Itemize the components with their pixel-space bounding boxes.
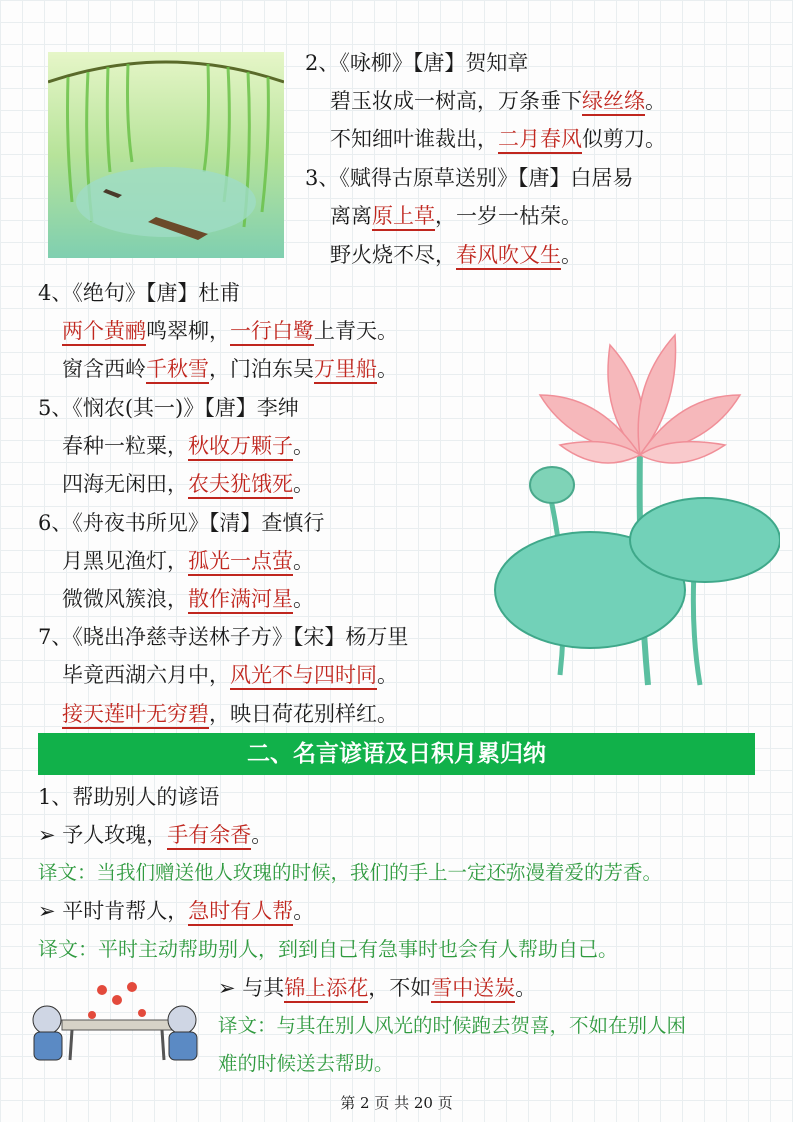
text: 鸣翠柳， [146,319,230,343]
answer: 秋收万颗子 [188,434,293,461]
text: 微微风簇浪， [62,587,188,611]
poem-7-title: 7、《晓出净慈寺送林子方》【宋】杨万里 [38,625,409,649]
translation-b: 译文：平时主动帮助别人，到到自己有急事时也会有人帮助自己。 [38,937,618,961]
answer: 农夫犹饿死 [188,472,293,499]
poem-6-title: 6、《舟夜书所见》【清】查慎行 [38,511,325,535]
answer: 一行白鹭 [230,319,314,346]
text: 野火烧不尽， [330,243,456,267]
text: 。 [293,434,314,458]
text: ，一岁一枯荣。 [435,204,582,228]
text: 。 [251,823,273,847]
text: ，门泊东吴 [209,357,314,381]
answer: 二月春风 [498,127,582,154]
answer: 孤光一点萤 [188,549,293,576]
text: 平时肯帮人， [62,899,189,923]
text: 。 [293,472,314,496]
text: ，不如 [368,976,432,1000]
subsection-title: 1、帮助别人的谚语 [38,785,220,809]
text: 。 [645,89,666,113]
answer: 风光不与四时同 [230,663,377,690]
text: 。 [377,663,398,687]
page-number: 第 2 页 共 20 页 [340,1094,453,1112]
text: 。 [293,549,314,573]
poem-2-line-2 [330,124,666,154]
text: 春种一粒粟， [62,434,188,458]
poem-5-title: 5、《悯农(其一)》【唐】李绅 [38,396,299,420]
text: 。 [515,976,537,1000]
text: 离离 [330,204,372,228]
text: 似剪刀。 [582,127,666,151]
text: 。 [561,243,582,267]
text: 窗含西岭 [62,357,146,381]
bullet-icon: ➢ [218,976,236,1000]
poem-6-line-2 [62,584,314,614]
translation-c-line-2: 难的时候送去帮助。 [218,1052,394,1075]
proverb-a [38,820,272,850]
text: 不知细叶谁裁出， [330,127,498,151]
willow-lake-illustration [48,52,284,258]
text: 予人玫瑰， [62,823,168,847]
text: 四海无闲田， [62,472,188,496]
poem-3-line-1 [330,201,582,231]
text: ，映日荷花别样红。 [209,702,398,726]
lotus-illustration [490,325,780,690]
translation-a: 译文：当我们赠送他人玫瑰的时候，我们的手上一定还弥漫着爱的芳香。 [38,861,663,884]
answer: 万里船 [314,357,377,384]
poem-5-line-2 [62,469,314,499]
poem-5-line-1 [62,431,314,461]
text: 月黑见渔灯， [62,549,188,573]
poem-7-line-1 [62,660,398,690]
answer: 绿丝绦 [582,89,645,116]
text: 与其 [242,976,285,1000]
text: 碧玉妆成一树高，万条垂下 [330,89,582,113]
answer: 原上草 [372,204,435,231]
answer: 千秋雪 [146,357,209,384]
poem-3-title: 3、《赋得古原草送别》【唐】白居易 [305,166,634,190]
bullet-icon: ➢ [38,823,56,847]
answer: 散作满河星 [188,587,293,614]
proverb-c [218,973,536,1003]
poem-4-line-2 [62,354,398,384]
text: 。 [293,899,315,923]
answer: 两个黄鹂 [62,319,146,346]
poem-2-line-1 [330,86,666,116]
poem-4-title: 4、《绝句》【唐】杜甫 [38,281,241,305]
answer: 锦上添花 [284,976,368,1003]
answer: 手有余香 [167,823,251,850]
poem-4-line-1 [62,316,398,346]
poem-2-title: 2、《咏柳》【唐】贺知章 [305,51,529,75]
text: 。 [377,357,398,381]
answer: 接天莲叶无穷碧 [62,702,209,729]
answer: 雪中送炭 [431,976,515,1003]
answer: 急时有人帮 [188,899,293,926]
proverb-b [38,896,314,926]
poem-3-line-2 [330,240,582,270]
section-header: 二、名言谚语及日积月累归纳 [38,733,755,775]
poem-6-line-1 [62,546,314,576]
text: 上青天。 [314,319,398,343]
text: 毕竟西湖六月中， [62,663,230,687]
bullet-icon: ➢ [38,899,56,923]
translation-c-line-1: 译文：与其在别人风光的时候跑去贺喜，不如在别人困 [218,1014,687,1037]
mice-cartoon-illustration [22,975,212,1070]
poem-7-line-2 [62,699,398,729]
text: 。 [293,587,314,611]
answer: 春风吹又生 [456,243,561,270]
